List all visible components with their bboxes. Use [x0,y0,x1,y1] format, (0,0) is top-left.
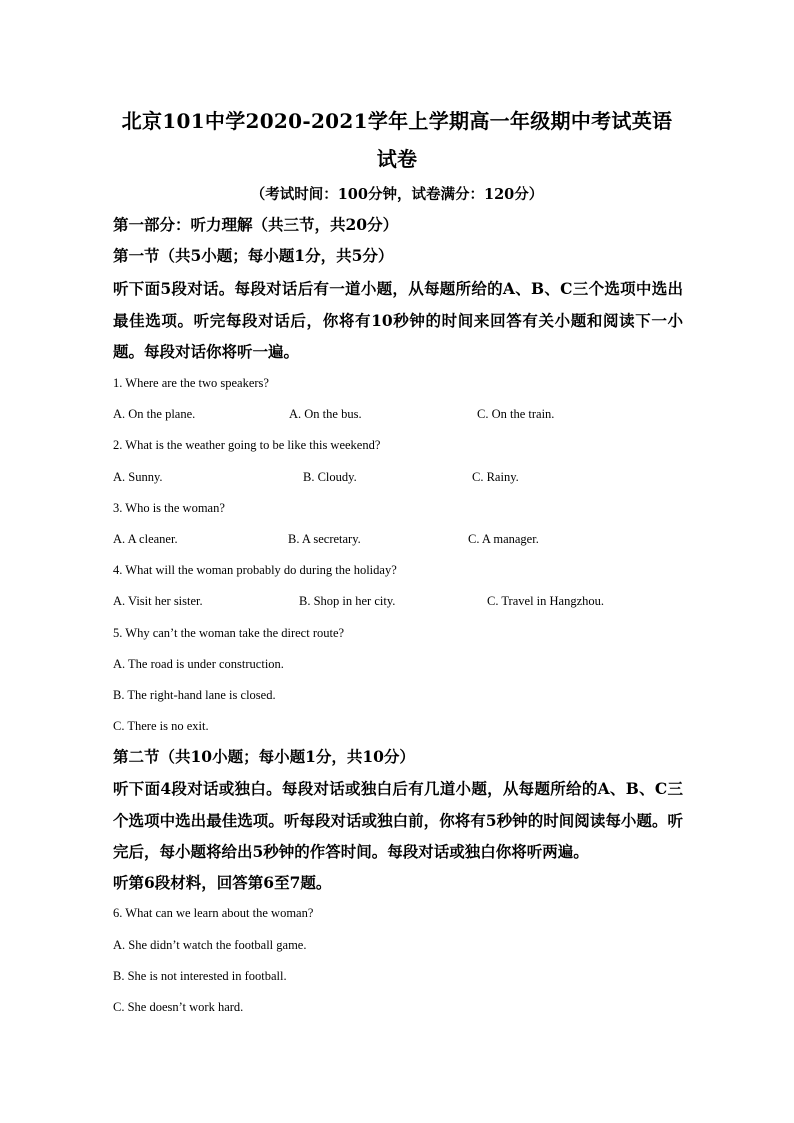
section1-heading: 第一节（共5小题；每小题1分，共5分） [113,246,394,265]
question-stem: 6. What can we learn about the woman? [113,906,314,920]
section2-heading: 第二节（共10小题；每小题1分，共10分） [113,747,415,766]
option-c: C. She doesn’t work hard. [113,1000,244,1014]
option-a: A. A cleaner. [113,532,178,546]
option-b: B. A secretary. [288,532,361,546]
material-note: 听第6段材料，回答第6至7题。 [113,873,332,892]
option-b: A. On the bus. [289,407,362,421]
option-a: A. Visit her sister. [113,594,203,608]
question-stem: 5. Why can’t the woman take the direct route? [113,626,345,640]
exam-info: （考试时间：100分钟，试卷满分：120分） [250,186,544,203]
option-c: C. A manager. [468,532,539,546]
option-b: B. Cloudy. [303,470,357,484]
question-stem: 1. Where are the two speakers? [113,376,269,390]
question-stem: 2. What is the weather going to be like this weekend? [113,438,381,452]
option-c: C. On the train. [477,407,555,421]
option-a: A. Sunny. [113,470,163,484]
option-c: C. Travel in Hangzhou. [487,594,605,608]
section1-instructions: 听下面5段对话。每段对话后有一道小题，从每题所给的A、B、C三个选项中选出最佳选项。听完每段对话后，你将有10秒钟的时间来回答有关小题和阅读下一小题。每段对话你将听一遍。 [113,279,683,361]
option-b: B. The right-hand lane is closed. [113,688,276,702]
option-c: C. There is no exit. [113,719,209,733]
question-stem: 4. What will the woman probably do during the holiday? [113,563,397,577]
option-b: B. Shop in her city. [299,594,396,608]
page-title: 北京101中学2020-2021学年上学期高一年级期中考试英语试卷 [121,109,673,171]
part1-heading: 第一部分：听力理解（共三节，共20分） [113,215,399,234]
section2-instructions: 听下面4段对话或独白。每段对话或独白后有几道小题，从每题所给的A、B、C三个选项中选出最佳选项。听每段对话或独白前，你将有5秒钟的时间阅读每小题。听完后，每小题将给出5秒钟的作答时间。每段对话或独白你将听两遍。 [113,779,683,861]
option-b: B. She is not interested in football. [113,969,287,983]
question-stem: 3. Who is the woman? [113,501,225,515]
option-a: A. The road is under construction. [113,657,284,671]
option-c: C. Rainy. [472,470,519,484]
option-a: A. On the plane. [113,407,196,421]
option-a: A. She didn’t watch the football game. [113,938,307,952]
